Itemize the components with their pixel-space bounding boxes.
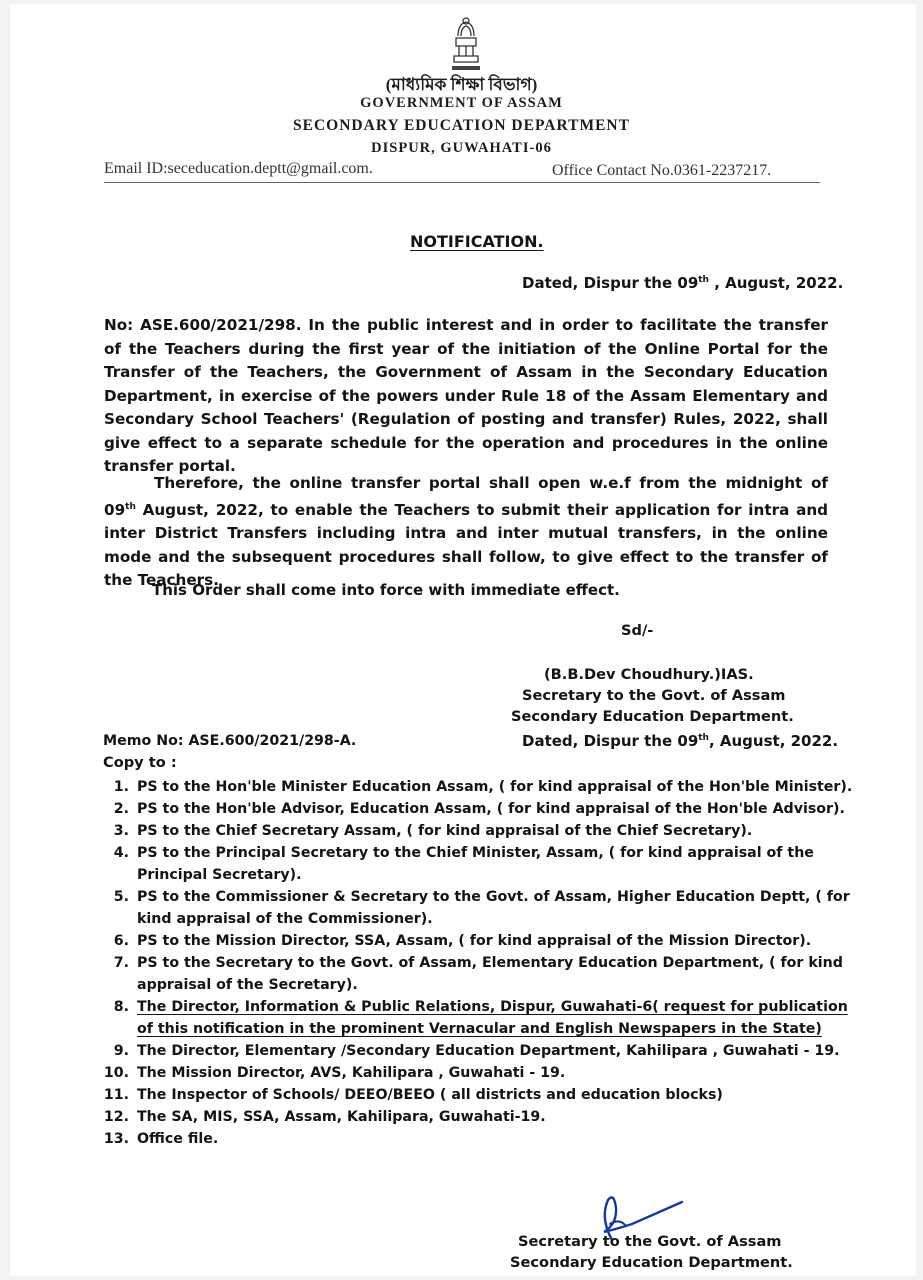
memo-number: Memo No: ASE.600/2021/298-A. — [103, 733, 357, 749]
signatory-name: (B.B.Dev Choudhury.)IAS. — [544, 666, 754, 683]
notification-para-2: Therefore, the online transfer portal shall open w.e.f from the midnight of 09th August, 2022, to enable the Teachers to submit their application for intra and inter District Transfers including intra and inter mutual transfers, in the online mode and the subsequent procedures shall follow, to give effect to the transfer of the Teachers. — [104, 474, 828, 590]
list-item: 4. PS to the Principal Secretary to the Chief Minister, Assam, ( for kind appraisal of the — [113, 845, 814, 861]
list-item: 11. The Inspector of Schools/ DEEO/BEEO ( all districts and education blocks) — [103, 1087, 723, 1103]
list-item: 2. PS to the Hon'ble Advisor, Education Assam, ( for kind appraisal of the Hon'ble Advisor). — [113, 801, 845, 817]
header-divider — [104, 182, 820, 183]
contact-line: Office Contact No.0361-2237217. — [552, 162, 772, 179]
email-line: Email ID:seceducation.deptt@gmail.com. — [104, 160, 373, 177]
notification-para-3: This Order shall come into force with immediate effect. — [152, 581, 620, 599]
signatory-title: Secretary to the Govt. of Assam — [522, 687, 786, 704]
list-item-continuation: of this notification in the prominent Vernacular and English Newspapers in the State) — [137, 1021, 822, 1037]
department-heading: SECONDARY EDUCATION DEPARTMENT — [293, 117, 630, 134]
list-item-continuation: Principal Secretary). — [137, 867, 302, 883]
list-item: 9. The Director, Elementary /Secondary Education Department, Kahilipara , Guwahati - 19. — [113, 1043, 840, 1059]
copy-to-list — [103, 776, 852, 1150]
list-item: 7. PS to the Secretary to the Govt. of Assam, Elementary Education Department, ( for kind — [113, 955, 843, 971]
list-item: 12. The SA, MIS, SSA, Assam, Kahilipara, Guwahati-19. — [103, 1109, 546, 1125]
footer-title: Secretary to the Govt. of Assam — [518, 1233, 782, 1250]
memo-date: Dated, Dispur the 09th, August, 2022. — [522, 732, 839, 750]
list-item-continuation: kind appraisal of the Commissioner). — [137, 911, 433, 927]
signatory-dept: Secondary Education Department. — [511, 708, 794, 725]
list-item: 5. PS to the Commissioner & Secretary to the Govt. of Assam, Higher Education Deptt, ( for — [113, 889, 850, 905]
notification-title: NOTIFICATION. — [410, 232, 544, 251]
footer-dept: Secondary Education Department. — [510, 1254, 793, 1271]
address-heading: DISPUR, GUWAHATI-06 — [371, 140, 552, 156]
list-item: 13. Office file. — [103, 1131, 219, 1147]
list-item: 3. PS to the Chief Secretary Assam, ( for kind appraisal of the Chief Secretary). — [113, 823, 753, 839]
notification-para-1: No: ASE.600/2021/298. In the public interest and in order to facilitate the transfer of the Teachers during the first year of the initiation of the Online Portal for the Transfer of the Teachers, the Government of Assam in the Secondary Education Department, in exercise of the powers under Rule 18 of the Assam Elementary and Secondary School Teachers' (Regulation of posting and transfer) Rules, 2022, shall give effect to a separate schedule for the operation and procedures in the online transfer portal. — [104, 316, 828, 475]
dept-bengali-heading: (মাধ্যমিক শিক্ষা বিভাগ) — [385, 75, 538, 94]
list-item: 8. The Director, Information & Public Relations, Dispur, Guwahati-6( request for publication — [113, 999, 848, 1015]
list-item: 6. PS to the Mission Director, SSA, Assam, ( for kind appraisal of the Mission Director). — [113, 933, 812, 949]
notification-date: Dated, Dispur the 09th , August, 2022. — [522, 274, 844, 292]
state-emblem-icon — [446, 16, 486, 74]
copy-to-label: Copy to : — [103, 754, 177, 771]
list-item: 1. PS to the Hon'ble Minister Education Assam, ( for kind appraisal of the Hon'ble Minister). — [113, 779, 853, 795]
sd-mark: Sd/- — [621, 622, 654, 639]
government-heading: GOVERNMENT OF ASSAM — [360, 95, 563, 111]
list-item-continuation: appraisal of the Secretary). — [137, 977, 358, 993]
list-item: 10. The Mission Director, AVS, Kahilipara , Guwahati - 19. — [103, 1065, 566, 1081]
